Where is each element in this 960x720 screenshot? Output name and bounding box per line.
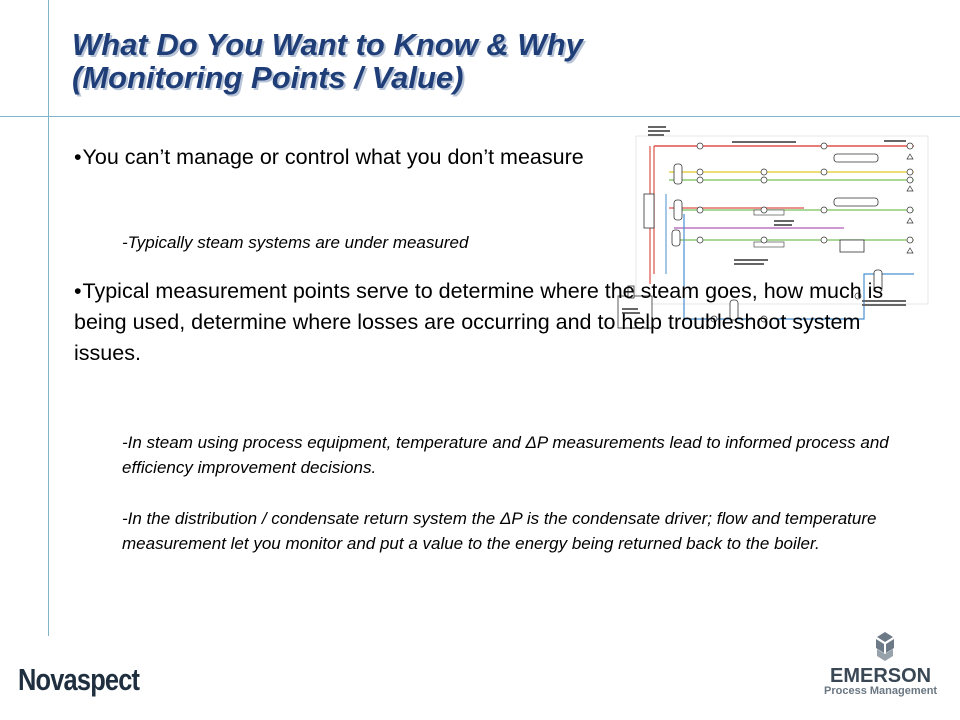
novaspect-logo: Novaspect: [18, 662, 140, 697]
emerson-subtitle: Process Management: [824, 685, 938, 697]
bullet-measure-text: You can’t manage or control what you don’t measure: [82, 145, 584, 169]
bullet-dot: •: [74, 145, 82, 169]
emerson-mark-icon: [872, 632, 898, 662]
slide-title: [72, 28, 832, 94]
emerson-wordmark: EMERSON: [830, 665, 932, 687]
title-line-1: What Do You Want to Know & Why: [72, 27, 583, 62]
bullet-measure: [74, 142, 634, 173]
bullet-dot: •: [74, 279, 82, 303]
bullet-measurement-points-text: Typical measurement points serve to determine where the steam goes, how much is being used, determine where losses are occurring and to help troubleshoot system issues.: [74, 279, 884, 365]
sub-distribution: -In the distribution / condensate return system the ΔP is the condensate driver; flow and temperature measurement let you monitor and put a value to the energy being returned back to the boiler.: [122, 509, 877, 553]
title-line-2: (Monitoring Points / Value): [72, 60, 464, 95]
vertical-rule: [48, 0, 49, 636]
sub-under-measured: -Typically steam systems are under measured: [122, 233, 469, 252]
horizontal-rule: [0, 116, 960, 117]
emerson-logo: [810, 632, 950, 702]
sub-process-equipment: -In steam using process equipment, temperature and ΔP measurements lead to informed process and efficiency improvement decisions.: [122, 433, 889, 477]
bullet-measurement-points: [74, 276, 890, 369]
